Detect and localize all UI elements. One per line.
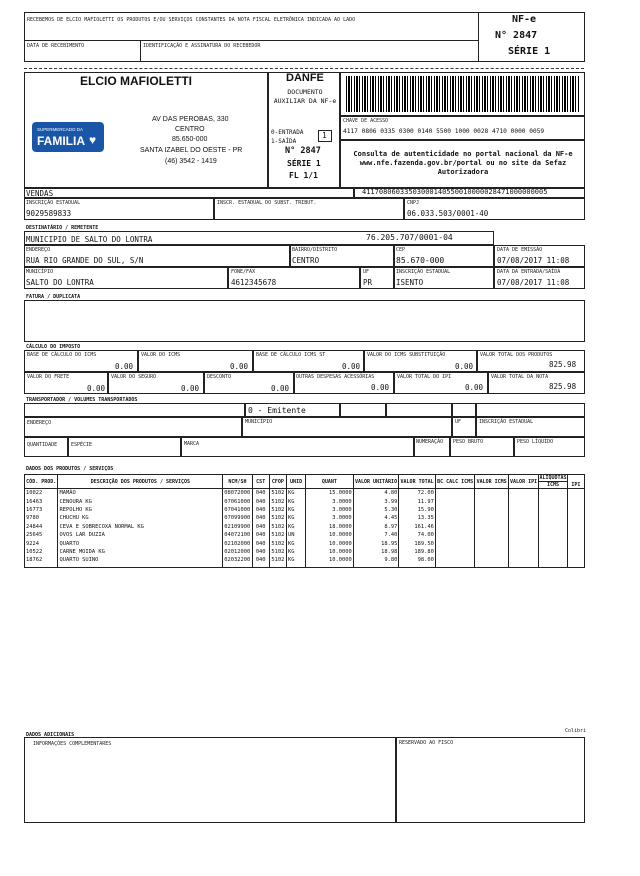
emitter-address1: AV DAS PEROBAS, 330 bbox=[152, 116, 229, 123]
empty-cell bbox=[58, 565, 223, 568]
freight-mode-value: 0 - Emitente bbox=[248, 406, 306, 415]
district-value: CENTRO bbox=[292, 256, 320, 265]
table-cell: 02032200 bbox=[224, 557, 251, 564]
empty-cell bbox=[539, 556, 567, 564]
table-cell: 040 bbox=[252, 531, 269, 539]
barcode-image bbox=[346, 76, 579, 112]
discount-value: 0.00 bbox=[271, 384, 290, 393]
empty-cell bbox=[539, 523, 567, 531]
icms-st-label: VALOR DO ICMS SUBSTITUIÇÃO bbox=[367, 352, 446, 358]
city-value: SALTO DO LONTRA bbox=[26, 278, 94, 287]
insurance-label: VALOR DO SEGURO bbox=[111, 374, 157, 380]
table-cell: 7.40 bbox=[353, 531, 399, 539]
empty-cell bbox=[475, 514, 508, 522]
empty-cell bbox=[475, 539, 508, 547]
col-unit-price: VALOR UNITÁRIO bbox=[353, 475, 399, 489]
ipi-label: VALOR TOTAL DO IPI bbox=[397, 374, 452, 380]
table-row bbox=[25, 489, 585, 498]
empty-cell bbox=[508, 506, 538, 514]
table-cell: CARNE MOIDA KG bbox=[58, 548, 223, 556]
emitter-address5: (46) 3542 - 1419 bbox=[165, 158, 217, 165]
col-ipi: VALOR IPI bbox=[508, 475, 538, 489]
table-cell: KG bbox=[286, 489, 305, 498]
emission-label: DATA DE EMISSÃO bbox=[497, 247, 543, 253]
table-cell: KG bbox=[286, 523, 305, 531]
table-cell: 5102 bbox=[269, 556, 286, 564]
products-total-label: VALOR TOTAL DOS PRODUTOS bbox=[480, 352, 553, 358]
empty-cell bbox=[539, 531, 567, 539]
uf-label: UF bbox=[363, 269, 370, 275]
brand-label: MARCA bbox=[184, 441, 200, 447]
table-cell: 10.0000 bbox=[306, 539, 354, 547]
table-cell: 5102 bbox=[269, 531, 286, 539]
empty-cell bbox=[567, 523, 584, 531]
discount-label: DESCONTO bbox=[207, 374, 232, 380]
empty-cell bbox=[567, 556, 584, 564]
empty-cell bbox=[475, 531, 508, 539]
table-cell: KG bbox=[286, 539, 305, 547]
table-cell: 040 bbox=[252, 506, 269, 514]
table-cell: 18.0000 bbox=[306, 523, 354, 531]
table-cell: 15.90 bbox=[399, 506, 436, 514]
empty-cell bbox=[475, 565, 508, 568]
table-cell: 9.80 bbox=[353, 556, 399, 564]
col-aliq-icms bbox=[539, 475, 567, 489]
recipient-name: MUNICIPIO DE SALTO DO LONTRA bbox=[26, 235, 153, 244]
aliquotas-label: ALÍQUOTAS bbox=[539, 475, 567, 481]
empty-cell bbox=[399, 565, 436, 568]
city-label: MUNICÍPIO bbox=[26, 269, 54, 275]
items-header-row bbox=[25, 475, 585, 489]
empty-cell bbox=[435, 489, 475, 498]
table-cell: 10.0000 bbox=[306, 556, 354, 564]
table-cell: 5102 bbox=[269, 489, 286, 498]
cep-label: CEP bbox=[396, 247, 406, 253]
empty-cell bbox=[475, 556, 508, 564]
table-cell: 5102 bbox=[269, 523, 286, 531]
additional-section: DADOS ADICIONAIS bbox=[26, 732, 75, 738]
table-cell: 5102 bbox=[269, 548, 286, 556]
reserved-box bbox=[396, 737, 585, 823]
transport-section: TRANSPORTADOR / VOLUMES TRANSPORTADOS bbox=[26, 397, 138, 403]
ie-value: 9029589833 bbox=[26, 209, 72, 218]
table-cell: 189.50 bbox=[399, 539, 436, 547]
table-cell: 4.45 bbox=[353, 514, 399, 522]
empty-cell bbox=[567, 506, 584, 514]
table-cell: 25645 bbox=[25, 531, 58, 539]
cnpj-value: 06.033.503/0001-40 bbox=[407, 209, 489, 218]
empty-cell bbox=[508, 539, 538, 547]
empty-cell bbox=[475, 506, 508, 514]
empty-cell bbox=[252, 565, 269, 568]
phone-value: 4612345678 bbox=[231, 278, 277, 287]
empty-cell bbox=[223, 565, 252, 568]
empty-cell bbox=[567, 497, 584, 505]
table-cell: OVOS LAR DUZIA bbox=[58, 531, 223, 539]
table-filler-row bbox=[25, 565, 585, 568]
table-cell: 040 bbox=[252, 497, 269, 505]
table-cell: KG bbox=[286, 556, 305, 564]
empty-cell bbox=[435, 548, 475, 556]
empty-cell bbox=[508, 489, 538, 498]
empty-cell bbox=[508, 514, 538, 522]
reserved-label: RESERVADO AO FISCO bbox=[399, 740, 454, 746]
freight-label: VALOR DO FRETE bbox=[27, 374, 70, 380]
access-key-value: 4117 0806 0335 0300 0140 5500 1000 0028 4710 0000 0059 bbox=[343, 128, 545, 135]
empty-cell bbox=[508, 556, 538, 564]
colibri-label: Colibri bbox=[565, 728, 587, 734]
empty-cell bbox=[508, 548, 538, 556]
emitter-address2: CENTRO bbox=[175, 126, 205, 133]
district-label: BAIRRO/DISTRITO bbox=[292, 247, 338, 253]
items-table bbox=[24, 474, 585, 568]
receipt-divider-h bbox=[24, 40, 478, 41]
base-icms-value: 0.00 bbox=[115, 362, 134, 371]
table-cell: 07061000 bbox=[224, 498, 251, 505]
table-cell: QUARTO bbox=[58, 539, 223, 547]
table-cell: 8.97 bbox=[353, 523, 399, 531]
table-cell: 08072000 bbox=[224, 490, 251, 497]
table-row bbox=[25, 506, 585, 514]
table-cell: QUARTO SUINO bbox=[58, 556, 223, 564]
receipt-series: SÉRIE 1 bbox=[508, 46, 551, 57]
empty-cell bbox=[508, 523, 538, 531]
table-cell: 07041000 bbox=[224, 506, 251, 513]
insurance-value: 0.00 bbox=[181, 384, 200, 393]
receipt-nfe: NF-e bbox=[512, 14, 537, 25]
empty-cell bbox=[567, 539, 584, 547]
table-cell: 3.0000 bbox=[306, 514, 354, 522]
address-label: ENDEREÇO bbox=[26, 247, 51, 253]
table-cell: 189.80 bbox=[399, 548, 436, 556]
table-cell: 72.00 bbox=[399, 489, 436, 498]
consult-text: Consulta de autenticidade no portal nacional da NF-e www.nfe.fazenda.gov.br/portal ou no site da Sefaz Autorizadora bbox=[353, 150, 573, 176]
table-cell: 5102 bbox=[269, 497, 286, 505]
transport-city-label: MUNICÍPIO bbox=[245, 419, 273, 425]
base-st-value: 0.00 bbox=[342, 362, 361, 371]
table-cell: 3.99 bbox=[353, 497, 399, 505]
protocol-value: 41170806033503000140550010000028471000000005 bbox=[362, 188, 548, 196]
table-row bbox=[25, 548, 585, 556]
table-row bbox=[25, 556, 585, 564]
empty-cell bbox=[435, 506, 475, 514]
danfe-title: DANFE bbox=[286, 72, 324, 84]
receipt-date-label: DATA DE RECEBIMENTO bbox=[27, 43, 85, 49]
total-label: VALOR TOTAL DA NOTA bbox=[491, 374, 549, 380]
empty-cell bbox=[567, 531, 584, 539]
nature-value: VENDAS bbox=[26, 189, 54, 198]
tax-section: CÁLCULO DO IMPOSTO bbox=[26, 344, 81, 350]
col-aliq-ipi: IPI bbox=[567, 475, 584, 489]
cut-line bbox=[24, 68, 584, 69]
table-cell: 3.0000 bbox=[306, 506, 354, 514]
info-box bbox=[24, 737, 396, 823]
access-key-label: CHAVE DE ACESSO bbox=[343, 118, 389, 124]
recipient-ie-label: INSCRIÇÃO ESTADUAL bbox=[396, 269, 451, 275]
freight-value: 0.00 bbox=[87, 384, 106, 393]
table-cell: 10.0000 bbox=[306, 531, 354, 539]
transport-address-label: ENDEREÇO bbox=[27, 420, 52, 426]
empty-cell bbox=[286, 565, 305, 568]
empty-cell bbox=[539, 497, 567, 505]
net-label: PESO LÍQUIDO bbox=[517, 439, 554, 445]
table-cell: 04072100 bbox=[224, 532, 251, 539]
empty-cell bbox=[435, 531, 475, 539]
emission-value: 07/08/2017 11:08 bbox=[497, 256, 570, 265]
empty-cell bbox=[435, 556, 475, 564]
table-cell: 02109900 bbox=[224, 523, 251, 530]
col-cfop: CFOP bbox=[269, 475, 286, 489]
table-cell: 16773 bbox=[25, 506, 58, 514]
icms-value: 0.00 bbox=[230, 362, 249, 371]
plate-uf-box bbox=[452, 403, 476, 417]
store-logo bbox=[32, 122, 104, 152]
products-total-value: 825.98 bbox=[549, 360, 577, 369]
table-cell: 15.0000 bbox=[306, 489, 354, 498]
receipt-sign-label: IDENTIFICAÇÃO E ASSINATURA DO RECEBEDOR bbox=[143, 43, 261, 49]
table-cell: 18762 bbox=[25, 556, 58, 564]
table-cell: 5102 bbox=[269, 539, 286, 547]
table-cell: 040 bbox=[252, 556, 269, 564]
table-cell: 10022 bbox=[25, 489, 58, 498]
empty-cell bbox=[353, 565, 399, 568]
gross-label: PESO BRUTO bbox=[453, 439, 484, 445]
table-cell: 040 bbox=[252, 523, 269, 531]
empty-cell bbox=[269, 565, 286, 568]
table-cell: 18.98 bbox=[353, 548, 399, 556]
table-cell: 13.35 bbox=[399, 514, 436, 522]
phone-label: FONE/FAX bbox=[231, 269, 256, 275]
table-cell: 9780 bbox=[25, 514, 58, 522]
receipt-number: N° 2847 bbox=[495, 30, 538, 41]
col-icms: VALOR ICMS bbox=[475, 475, 508, 489]
recipient-ie-value: ISENTO bbox=[396, 278, 424, 287]
table-cell: 02012000 bbox=[224, 548, 251, 555]
ie-label: INSCRIÇÃO ESTADUAL bbox=[26, 200, 81, 206]
transport-cnpj-box bbox=[476, 403, 585, 417]
table-cell: UN bbox=[286, 531, 305, 539]
danfe-entrada: 0-ENTRADA bbox=[271, 129, 304, 136]
table-cell: 3.0000 bbox=[306, 497, 354, 505]
table-cell: 040 bbox=[252, 548, 269, 556]
empty-cell bbox=[539, 506, 567, 514]
table-cell: 16463 bbox=[25, 497, 58, 505]
col-qty: QUANT bbox=[306, 475, 354, 489]
exit-value: 07/08/2017 11:08 bbox=[497, 278, 570, 287]
table-row bbox=[25, 497, 585, 505]
empty-cell bbox=[539, 489, 567, 498]
empty-cell bbox=[508, 497, 538, 505]
brand-box bbox=[181, 437, 414, 457]
info-label: INFORMAÇÕES COMPLEMENTARES bbox=[33, 741, 112, 747]
icms-label: VALOR DO ICMS bbox=[141, 352, 181, 358]
table-cell: 040 bbox=[252, 539, 269, 547]
recipient-cnpj: 76.205.707/0001-04 bbox=[366, 233, 453, 242]
aliq-icms-label: ICMS bbox=[546, 482, 560, 488]
table-row bbox=[25, 523, 585, 531]
transport-ie-label: INSCRIÇÃO ESTADUAL bbox=[479, 419, 534, 425]
table-cell: KG bbox=[286, 514, 305, 522]
table-cell: 9224 bbox=[25, 539, 58, 547]
empty-cell bbox=[25, 565, 58, 568]
empty-cell bbox=[475, 497, 508, 505]
table-cell: CENOURA KG bbox=[58, 497, 223, 505]
table-cell: 4.80 bbox=[353, 489, 399, 498]
table-cell: KG bbox=[286, 548, 305, 556]
table-cell: 02102000 bbox=[224, 540, 251, 547]
other-value: 0.00 bbox=[371, 383, 390, 392]
danfe-type-value: 1 bbox=[322, 131, 327, 140]
empty-cell bbox=[435, 539, 475, 547]
table-cell: 10.0000 bbox=[306, 548, 354, 556]
invoice-box bbox=[24, 300, 585, 342]
receipt-text: RECEBEMOS DE ELCIO MAFIOLETTI OS PRODUTOS E/OU SERVIÇOS CONSTANTES DA NOTA FISCAL ELETRÔNICA INDICADA AO LADO bbox=[27, 17, 356, 23]
empty-cell bbox=[306, 565, 354, 568]
table-cell: 040 bbox=[252, 514, 269, 522]
plate-box bbox=[386, 403, 452, 417]
transport-uf-label: UF bbox=[455, 419, 462, 425]
empty-cell bbox=[567, 514, 584, 522]
table-cell: 161.46 bbox=[399, 523, 436, 531]
ie-st-label: INSCR. ESTADUAL DO SUBST. TRIBUT. bbox=[217, 200, 317, 206]
empty-cell bbox=[567, 489, 584, 498]
invoice-section: FATURA / DUPLICATA bbox=[26, 294, 81, 300]
col-total: VALOR TOTAL bbox=[399, 475, 436, 489]
table-cell: CHUCHU KG bbox=[58, 514, 223, 522]
table-cell: 11.97 bbox=[399, 497, 436, 505]
empty-cell bbox=[539, 539, 567, 547]
other-label: OUTRAS DESPESAS ACESSÓRIAS bbox=[296, 374, 375, 380]
base-icms-label: BASE DE CÁLCULO DO ICMS bbox=[27, 352, 97, 358]
empty-cell bbox=[435, 565, 475, 568]
empty-cell bbox=[475, 523, 508, 531]
col-description: DESCRIÇÃO DOS PRODUTOS / SERVIÇOS bbox=[58, 475, 223, 489]
danfe-page: FL 1/1 bbox=[289, 171, 318, 180]
empty-cell bbox=[539, 565, 567, 568]
transport-city-box bbox=[242, 417, 452, 437]
qty-label: QUANTIDADE bbox=[27, 442, 58, 448]
cep-value: 85.670-000 bbox=[396, 256, 445, 265]
table-cell: 5.30 bbox=[353, 506, 399, 514]
table-cell: REPOLHO KG bbox=[58, 506, 223, 514]
emitter-name: ELCIO MAFIOLETTI bbox=[80, 74, 192, 88]
emitter-address3: 85.650-000 bbox=[172, 136, 208, 143]
transport-name-box bbox=[24, 403, 245, 417]
antt-box bbox=[340, 403, 386, 417]
icms-st-value: 0.00 bbox=[455, 362, 474, 371]
empty-cell bbox=[567, 548, 584, 556]
ipi-value: 0.00 bbox=[465, 383, 484, 392]
col-bc-icms: BC CALC ICMS bbox=[435, 475, 475, 489]
col-ncm: NCM/SH bbox=[223, 475, 252, 489]
empty-cell bbox=[539, 548, 567, 556]
table-cell: 07099900 bbox=[224, 515, 251, 522]
logo-line2: FAMILIA bbox=[37, 134, 85, 148]
recipient-section: DESTINATÁRIO / REMETENTE bbox=[26, 225, 99, 231]
empty-cell bbox=[508, 531, 538, 539]
transport-address-box bbox=[24, 417, 242, 437]
table-cell: KG bbox=[286, 506, 305, 514]
danfe-series: SÉRIE 1 bbox=[287, 159, 321, 168]
logo-line1: SUPERMERCADO DA bbox=[37, 127, 84, 132]
empty-cell bbox=[475, 489, 508, 498]
empty-cell bbox=[539, 514, 567, 522]
heart-icon: ♥ bbox=[89, 133, 97, 147]
danfe-number: N° 2847 bbox=[285, 146, 321, 156]
empty-cell bbox=[475, 548, 508, 556]
table-row bbox=[25, 514, 585, 522]
kind-label: ESPÉCIE bbox=[71, 442, 93, 448]
table-cell: 040 bbox=[252, 489, 269, 498]
items-body bbox=[25, 489, 585, 568]
receipt-divider-v bbox=[478, 12, 479, 62]
empty-cell bbox=[567, 565, 584, 568]
empty-cell bbox=[435, 514, 475, 522]
cnpj-label: CNPJ bbox=[407, 200, 420, 206]
table-cell: KG bbox=[286, 497, 305, 505]
table-cell: 24844 bbox=[25, 523, 58, 531]
table-cell: 18.95 bbox=[353, 539, 399, 547]
uf-value: PR bbox=[363, 278, 373, 287]
table-row bbox=[25, 539, 585, 547]
exit-label: DATA DA ENTRADA/SAÍDA bbox=[497, 269, 561, 275]
col-cst: CST bbox=[252, 475, 269, 489]
danfe-saida: 1-SAÍDA bbox=[271, 138, 297, 145]
col-unit: UNID bbox=[286, 475, 305, 489]
emitter-address4: SANTA IZABEL DO OESTE - PR bbox=[140, 147, 243, 154]
base-st-label: BASE DE CÁLCULO ICMS ST bbox=[256, 352, 326, 358]
table-cell: MAMÃO bbox=[58, 489, 223, 498]
table-cell: 5102 bbox=[269, 514, 286, 522]
table-cell: 74.00 bbox=[399, 531, 436, 539]
table-cell: 98.00 bbox=[399, 556, 436, 564]
table-cell: CEVA E SOBRECOXA NORMAL KG bbox=[58, 523, 223, 531]
total-value: 825.98 bbox=[549, 382, 577, 391]
col-code: CÓD. PROD. bbox=[25, 475, 58, 489]
address-value: RUA RIO GRANDE DO SUL, S/N bbox=[26, 256, 144, 265]
table-cell: 10522 bbox=[25, 548, 58, 556]
table-cell: 5102 bbox=[269, 506, 286, 514]
empty-cell bbox=[508, 565, 538, 568]
receipt-divider-v2 bbox=[140, 40, 141, 62]
empty-cell bbox=[435, 523, 475, 531]
table-row bbox=[25, 531, 585, 539]
nature-box bbox=[24, 188, 354, 198]
numbering-label: NUMERAÇÃO bbox=[416, 439, 444, 445]
empty-cell bbox=[435, 497, 475, 505]
danfe-subtitle: DOCUMENTO AUXILIAR DA NF-e bbox=[273, 88, 337, 105]
items-section: DADOS DOS PRODUTOS / SERVIÇOS bbox=[26, 466, 114, 472]
